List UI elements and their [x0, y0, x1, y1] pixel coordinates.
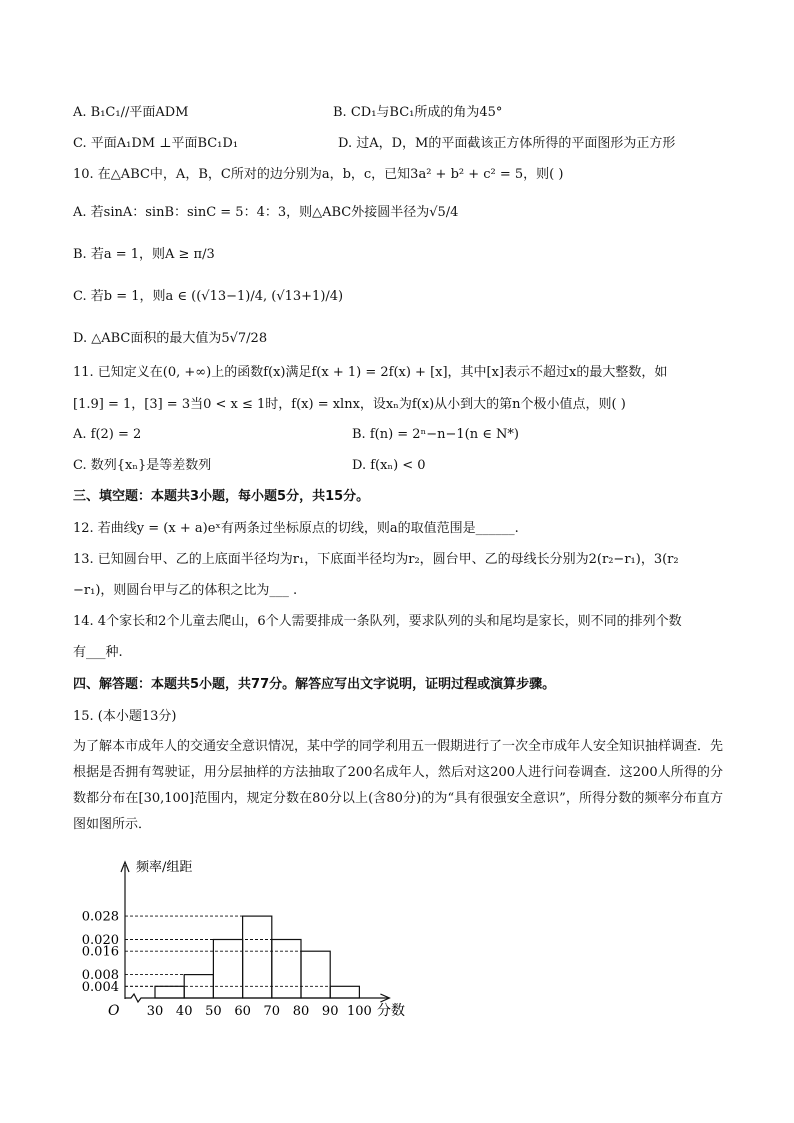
x-tick-label: 80	[292, 1004, 310, 1019]
histogram-bars	[155, 916, 359, 998]
q11-option-b: B. f(n) = 2ⁿ−n−1(n ∈ N*)	[352, 427, 519, 442]
q11-option-c: C. 数列{xₙ}是等差数列	[73, 458, 212, 473]
y-tick-label: 0.008	[81, 968, 119, 984]
histogram-bar	[243, 916, 272, 998]
q14-line1: 14. 4个家长和2个儿童去爬山，6个人需要排成一条队列，要求队列的头和尾均是家长，则不同的排列个数	[73, 614, 682, 629]
histogram-bar	[272, 940, 301, 999]
y-tick-label: 0.016	[81, 944, 119, 960]
q9-option-b: B. CD₁与BC₁所成的角为45°	[333, 105, 503, 120]
histogram-y-ticks	[82, 910, 119, 995]
histogram-bar	[301, 951, 330, 998]
x-tick-label: 90	[321, 1004, 339, 1019]
q10-option-d: D. △ABC面积的最大值为5√7/28	[73, 331, 268, 346]
q10-option-b: B. 若a = 1，则A ≥ π/3	[73, 247, 215, 262]
histogram-gridlines	[125, 916, 330, 986]
q11-option-d: D. f(xₙ) < 0	[352, 458, 426, 473]
q10-option-c: C. 若b = 1，则a ∈ ((√13−1)/4, (√13+1)/4)	[73, 289, 344, 304]
y-tick-label: 0.028	[81, 909, 119, 925]
q11-stem-line1: 11. 已知定义在(0, +∞)上的函数f(x)满足f(x + 1) = 2f(x) + [x]，其中[x]表示不超过x的最大整数，如	[73, 365, 668, 380]
x-axis-label: 分数	[377, 1003, 405, 1019]
x-tick-label: 50	[205, 1004, 222, 1019]
histogram-bar	[155, 986, 184, 998]
frequency-histogram	[70, 855, 430, 1025]
q10-option-a: A. 若sinA：sinB：sinC = 5：4：3，则△ABC外接圆半径为√5/4	[73, 205, 459, 220]
q13-line1: 13. 已知圆台甲、乙的上底面半径均为r₁，下底面半径均为r₂，圆台甲、乙的母线长分别为2(r₂−r₁)，3(r₂	[73, 552, 679, 567]
q10-stem: 10. 在△ABC中，A，B，C所对的边分别为a，b，c，已知3a² + b² + c² = 5，则( )	[73, 167, 564, 182]
q15-body: 为了解本市成年人的交通安全意识情况，某中学的同学利用五一假期进行了一次全市成年人安全知识抽样调查．先根据是否拥有驾驶证，用分层抽样的方法抽取了200名成年人，然后对这200人进行问卷调查．这200人所得的分数都分布在[30,100]范围内，规定分数在80分以上(含80分)的为“具有很强安全意识”，所得分数的频率分布直方图如图所示．	[73, 739, 724, 832]
histogram-axes	[121, 862, 389, 1002]
x-tick-label: 100	[346, 1004, 372, 1019]
q9-option-a: A. B₁C₁//平面ADM	[73, 105, 189, 120]
q9-option-c: C. 平面A₁DM ⊥平面BC₁D₁	[73, 136, 239, 151]
q15-header: 15. (本小题13分)	[73, 709, 177, 724]
histogram-bar	[330, 986, 359, 998]
q11-option-a: A. f(2) = 2	[73, 427, 142, 442]
q11-stem-line2: [1.9] = 1，[3] = 3当0 < x ≤ 1时，f(x) = xlnx，设xₙ为f(x)从小到大的第n个极小值点，则( )	[73, 397, 626, 412]
x-tick-label: 40	[175, 1004, 193, 1019]
x-tick-label: 60	[234, 1004, 251, 1019]
q14-line2: 有___种.	[73, 645, 123, 660]
histogram-bar	[184, 975, 213, 998]
x-tick-label: 30	[146, 1004, 164, 1019]
q9-option-d: D. 过A，D，M的平面截该正方体所得的平面图形为正方形	[338, 136, 676, 151]
y-tick-label: 0.004	[81, 979, 119, 995]
origin-label: O	[108, 1003, 120, 1019]
section-4-heading: 四、解答题：本题共5小题，共77分。解答应写出文字说明，证明过程或演算步骤。	[73, 677, 556, 692]
y-axis-label: 频率/组距	[136, 860, 193, 875]
q12-text: 12. 若曲线y = (x + a)eˣ有两条过坐标原点的切线，则a的取值范围是______.	[73, 521, 519, 536]
section-3-heading: 三、填空题：本题共3小题，每小题5分，共15分。	[73, 489, 370, 504]
x-tick-label: 70	[263, 1004, 281, 1019]
histogram-x-ticks	[147, 1004, 372, 1019]
histogram-bar	[213, 940, 242, 999]
q13-line2: −r₁)，则圆台甲与乙的体积之比为___ .	[73, 583, 298, 598]
y-tick-label: 0.020	[81, 933, 119, 948]
x-axis-line	[125, 994, 389, 1002]
